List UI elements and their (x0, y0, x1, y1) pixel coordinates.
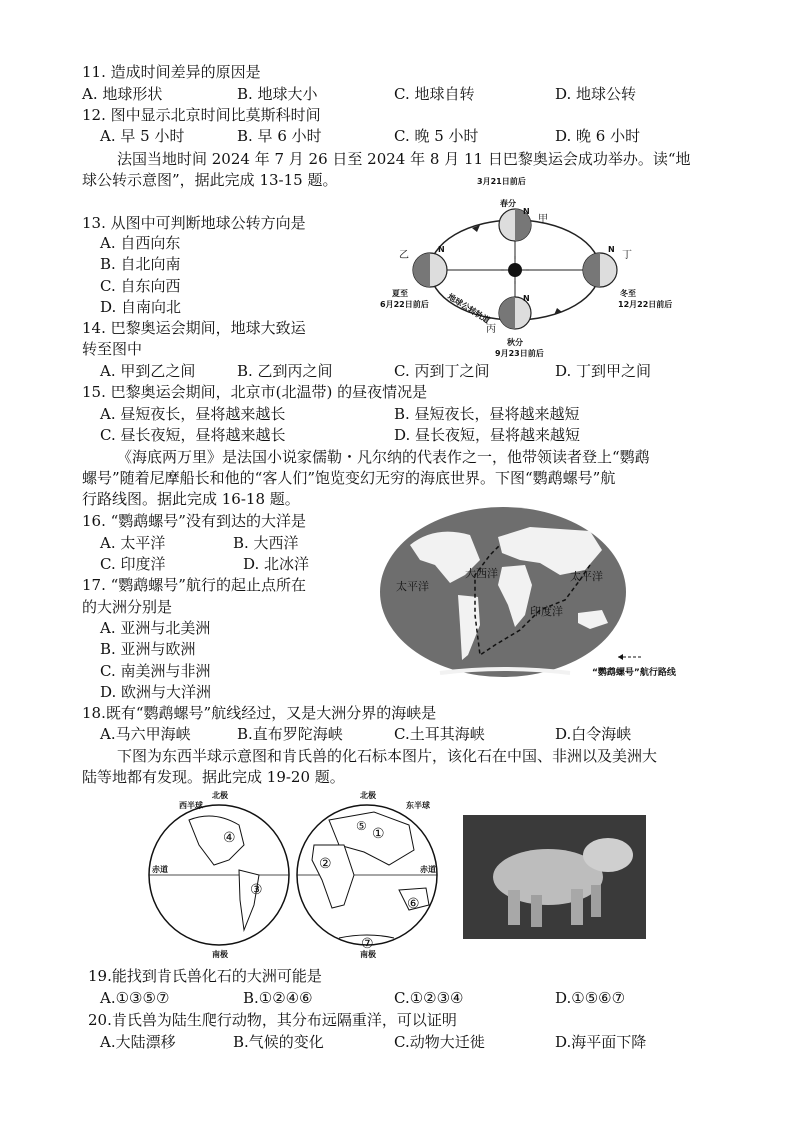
intro16-line3: 行路线图。据此完成 16-18 题。 (82, 490, 300, 508)
label-south-pole-east: 南极 (360, 950, 376, 959)
q20-option-d: D.海平面下降 (555, 1033, 647, 1051)
intro19-line1: 下图为东西半球示意图和肯氏兽的化石标本图片，该化石在中国、非洲以及美洲大 (117, 747, 658, 765)
label-orbit-track: 地球公转轨道 (445, 292, 492, 326)
q19-option-b: B.①②④⑥ (243, 989, 313, 1007)
orbit-top-date: 3月21日前后 (477, 177, 526, 186)
q14-option-a: A. 甲到乙之间 (100, 362, 196, 380)
q12-option-a: A. 早 5 小时 (100, 127, 185, 145)
q16-option-d: D. 北冰洋 (243, 555, 310, 573)
q19-stem: 19.能找到肯氏兽化石的大洲可能是 (88, 967, 322, 985)
earth-summer-night-icon (413, 253, 430, 287)
q16-option-c: C. 印度洋 (100, 555, 166, 573)
label-dongzhi-date: 12月22日前后 (618, 300, 673, 309)
label-continent-5: ⑤ (356, 819, 367, 833)
label-chunfen: 春分 (500, 199, 516, 208)
fossil-leg (531, 895, 542, 927)
label-bing: 丙 (486, 324, 496, 335)
q15-option-a: A. 昼短夜长，昼将越来越长 (100, 405, 286, 423)
q20-option-c: C.动物大迁徙 (394, 1033, 485, 1051)
q17-option-a: A. 亚洲与北美洲 (100, 619, 211, 637)
intro19-line2: 陆等地都有发现。据此完成 19-20 题。 (82, 768, 345, 786)
q20-option-b: B.气候的变化 (233, 1033, 324, 1051)
label-continent-6: ⑥ (407, 896, 420, 912)
label-n-summer: N (438, 245, 445, 254)
q13-option-d: D. 自南向北 (100, 298, 182, 316)
q14-stem-line2: 转至图中 (82, 340, 143, 358)
q13-stem: 13. 从图中可判断地球公转方向是 (82, 214, 306, 232)
label-pacific-east: 太平洋 (570, 570, 603, 583)
q12-option-c: C. 晚 5 小时 (394, 127, 479, 145)
q18-option-a: A.马六甲海峡 (100, 725, 191, 743)
hemispheres-map (144, 790, 444, 960)
nautilus-route-map (380, 505, 700, 685)
q15-option-d: D. 昼长夜短，昼将越来越短 (394, 426, 581, 444)
q12-option-b: B. 早 6 小时 (237, 127, 322, 145)
q20-option-a: A.大陆漂移 (100, 1033, 176, 1051)
q17-stem-line1: 17. “鹦鹉螺号”航行的起止点所在 (82, 576, 306, 594)
label-xiazhi-date: 6月22日前后 (380, 300, 429, 309)
label-n-spring: N (523, 207, 530, 216)
q14-option-c: C. 丙到丁之间 (394, 362, 490, 380)
q16-stem: 16. “鹦鹉螺号”没有到达的大洋是 (82, 512, 306, 530)
label-north-pole-east: 北极 (360, 791, 376, 800)
q18-stem: 18.既有“鹦鹉螺号”航线经过，又是大洲分界的海峡是 (82, 704, 437, 722)
label-jia: 甲 (538, 214, 548, 225)
label-continent-4: ④ (223, 830, 236, 846)
intro16-line1: 《海底两万里》是法国小说家儒勒・凡尔纳的代表作之一，他带领读者登上“鹦鹉 (117, 448, 650, 466)
q18-option-b: B.直布罗陀海峡 (237, 725, 343, 743)
q12-option-d: D. 晚 6 小时 (555, 127, 641, 145)
label-n-autumn: N (523, 294, 530, 303)
fossil-head (583, 838, 633, 872)
q18-option-c: C.土耳其海峡 (394, 725, 485, 743)
fossil-photo (463, 815, 646, 939)
q17-option-b: B. 亚洲与欧洲 (100, 640, 196, 658)
q13-option-a: A. 自西向东 (100, 234, 181, 252)
q11-stem: 11. 造成时间差异的原因是 (82, 63, 261, 81)
label-atlantic: 大西洋 (465, 567, 498, 580)
label-yi: 乙 (399, 250, 409, 261)
label-south-pole-west: 南极 (212, 950, 228, 959)
q15-stem: 15. 巴黎奥运会期间，北京市(北温带) 的昼夜情况是 (82, 383, 428, 401)
q18-option-d: D.白令海峡 (555, 725, 632, 743)
label-north-pole-west: 北极 (212, 791, 228, 800)
q19-option-a: A.①③⑤⑦ (100, 989, 170, 1007)
q15-option-b: B. 昼短夜长，昼将越来越短 (394, 405, 580, 423)
intro13-line2: 球公转示意图”，据此完成 13-15 题。 (82, 171, 338, 189)
q16-option-a: A. 太平洋 (100, 534, 166, 552)
earth-autumn-night-icon (499, 297, 515, 329)
fossil-leg (508, 890, 520, 925)
earth-winter-night-icon (583, 253, 600, 287)
q11-option-b: B. 地球大小 (237, 85, 318, 103)
label-west-hemisphere: 西半球 (179, 801, 203, 810)
label-continent-2: ② (319, 856, 332, 872)
q11-option-a: A. 地球形状 (82, 85, 163, 103)
q17-option-d: D. 欧洲与大洋洲 (100, 683, 212, 701)
q15-option-c: C. 昼长夜短，昼将越来越长 (100, 426, 286, 444)
label-indian: 印度洋 (530, 605, 563, 618)
label-pacific-west: 太平洋 (396, 580, 429, 593)
label-equator-east: 赤道 (420, 865, 436, 874)
label-continent-3: ③ (250, 882, 263, 898)
q14-stem-line1: 14. 巴黎奥运会期间，地球大致运 (82, 319, 306, 337)
q17-stem-line2: 的大洲分别是 (82, 598, 173, 616)
fossil-leg (591, 885, 601, 917)
q20-stem: 20.肯氏兽为陆生爬行动物，其分布远隔重洋，可以证明 (88, 1011, 457, 1029)
label-xiazhi: 夏至 (392, 289, 408, 298)
label-continent-1: ① (372, 826, 385, 842)
q11-option-c: C. 地球自转 (394, 85, 475, 103)
q11-option-d: D. 地球公转 (555, 85, 637, 103)
label-qiufen-date: 9月23日前后 (495, 349, 544, 358)
intro16-line2: 螺号”随着尼摩船长和他的“客人们”饱览变幻无穷的海底世界。下图“鹦鹉螺号”航 (82, 469, 616, 487)
q19-option-c: C.①②③④ (394, 989, 464, 1007)
legend-arrow-icon (618, 654, 623, 660)
label-dongzhi: 冬至 (620, 289, 636, 298)
q17-option-c: C. 南美洲与非洲 (100, 662, 211, 680)
legend-route-label: “鹦鹉螺号”航行路线 (592, 668, 676, 678)
q12-stem: 12. 图中显示北京时间比莫斯科时间 (82, 106, 321, 124)
earth-orbit-diagram (352, 170, 692, 362)
q14-option-d: D. 丁到甲之间 (555, 362, 652, 380)
label-east-hemisphere: 东半球 (406, 801, 430, 810)
q14-option-b: B. 乙到丙之间 (237, 362, 333, 380)
q13-option-c: C. 自东向西 (100, 277, 181, 295)
q19-option-d: D.①⑤⑥⑦ (555, 989, 626, 1007)
intro13-line1: 法国当地时间 2024 年 7 月 26 日至 2024 年 8 月 11 日巴黎奥运会成功举办。读“地 (117, 150, 691, 168)
q13-option-b: B. 自北向南 (100, 255, 181, 273)
label-n-winter: N (608, 245, 615, 254)
label-continent-7: ⑦ (361, 936, 374, 952)
label-equator-west: 赤道 (152, 865, 168, 874)
label-qiufen: 秋分 (507, 338, 523, 347)
label-ding: 丁 (622, 250, 632, 261)
q16-option-b: B. 大西洋 (233, 534, 299, 552)
fossil-leg (571, 889, 583, 925)
sun-icon (508, 263, 522, 277)
